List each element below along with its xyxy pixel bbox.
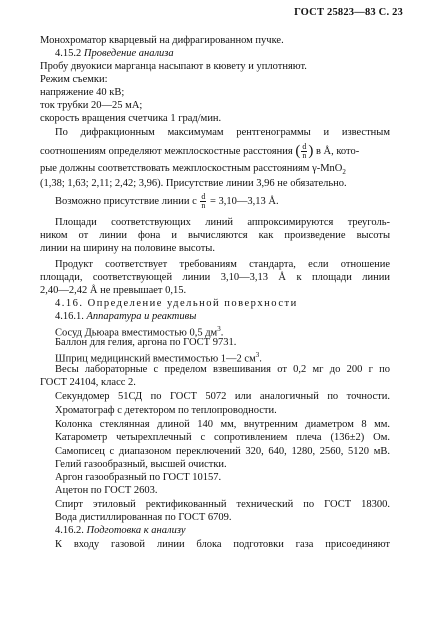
section-title: Подготовка к анализу [86,525,186,536]
text-line: К входу газовой линии блока подготовки газа присоединяют [55,539,390,550]
fraction-d-over-n: $\frac{d}{n}$ [201,192,206,210]
section-number: 4.16.1. [55,311,84,322]
text-line: Баллон для гелия, аргона по ГОСТ 9731. [55,337,237,348]
section-heading: 4.16. Определение удельной поверхности [55,298,298,309]
section-title: Проведение анализа [83,48,174,59]
section-heading [55,47,390,60]
text-line: Колонка стеклянная длиной 140 мм, внутренним диаметром 8 мм. [55,419,390,430]
text-line: Вода дистиллированная по ГОСТ 6709. [55,512,232,523]
text-line: линии на ширину на половине высоты. [40,243,215,254]
text-fragment: соотношениям определяют межплоскостные расстояния [40,145,293,157]
text-line: По дифракционным максимумам рентгенограммы и известным [55,127,390,138]
text-line: Секундомер 51СД по ГОСТ 5072 или аналогичный по точности. [55,391,390,402]
text-line: Гелий газообразный, высшей очистки. [55,459,227,470]
text-line-with-fraction: Возможно присутствие линии с $\frac{d}{n}$ = 3,10—3,13 Å. [55,192,279,210]
text-fragment: в Å, кото- [315,145,360,157]
text-line: Монохроматор кварцевый на дифрагированном пучке. [40,35,284,46]
text-line: Шприц медицинский вместимостью 1—2 $см^3$. [55,351,262,365]
text-line: Площади соответствующих линий аппроксимируются треуголь- [55,217,390,228]
text-line: Весы лабораторные с пределом взвешивания от 0,2 мг до 200 г по [55,364,390,375]
text-line: Пробу двуокиси марганца насыпают в кювету и уплотняют. [40,61,307,72]
text-line: Катарометр четырехплечный с сопротивлением плеча (136±2) Ом. [55,432,390,443]
text-line: Ацетон по ГОСТ 2603. [55,485,158,496]
text-line: напряжение 40 кВ; [40,87,125,98]
text-line-with-fraction: соотношениям определяют межплоскостные расстояния ( $\frac{d}{n}$ ) в Å, кото- [40,142,360,160]
section-heading [55,310,390,323]
section-number: 4.15.2 [55,48,82,59]
text-line: Спирт этиловый ректификованный технический по ГОСТ 18300. [55,499,390,510]
section-number: 4.16.2. [55,525,84,536]
text-line: ником от линии фона и вычисляются как произведение высоты [40,230,390,241]
text-line: скорость вращения счетчика 1 град/мин. [40,113,222,124]
text-line: ток трубки 20—25 мА; [40,100,143,111]
text-line: 2,40—2,42 Å не превышает 0,15. [40,285,187,296]
text-line: Режим съемки: [40,74,108,85]
text-line: Хроматограф с детектором по теплопроводности. [55,405,277,416]
text-line: Самописец с диапазоном переключений 320, 640, 1280, 2560, 5120 мВ. [55,446,390,457]
section-heading [55,524,390,537]
fraction-d-over-n: $\frac{d}{n}$ [302,142,307,160]
text-line: (1,38; 1,63; 2,11; 2,42; 3,96). Присутствие линии 3,96 не обязательно. [40,178,347,189]
text-line: Сосуд Дьюара вместимостью 0,5 $дм^3$. [55,325,224,339]
text-line: ГОСТ 24104, класс 2. [40,377,136,388]
section-title: Аппаратура и реактивы [86,311,197,322]
text-line: рые должны соответствовать межплоскостным расстояниям γ-MnO$_2$ [40,163,346,177]
page-header: ГОСТ 25823—83 С. 23 [294,7,403,18]
text-line: Продукт соответствует требованиям стандарта, если отношение [55,259,390,270]
text-line: площади, соответствующей линии 3,10—3,13 Å к площади линии [40,272,390,283]
text-line: Аргон газообразный по ГОСТ 10157. [55,472,222,483]
